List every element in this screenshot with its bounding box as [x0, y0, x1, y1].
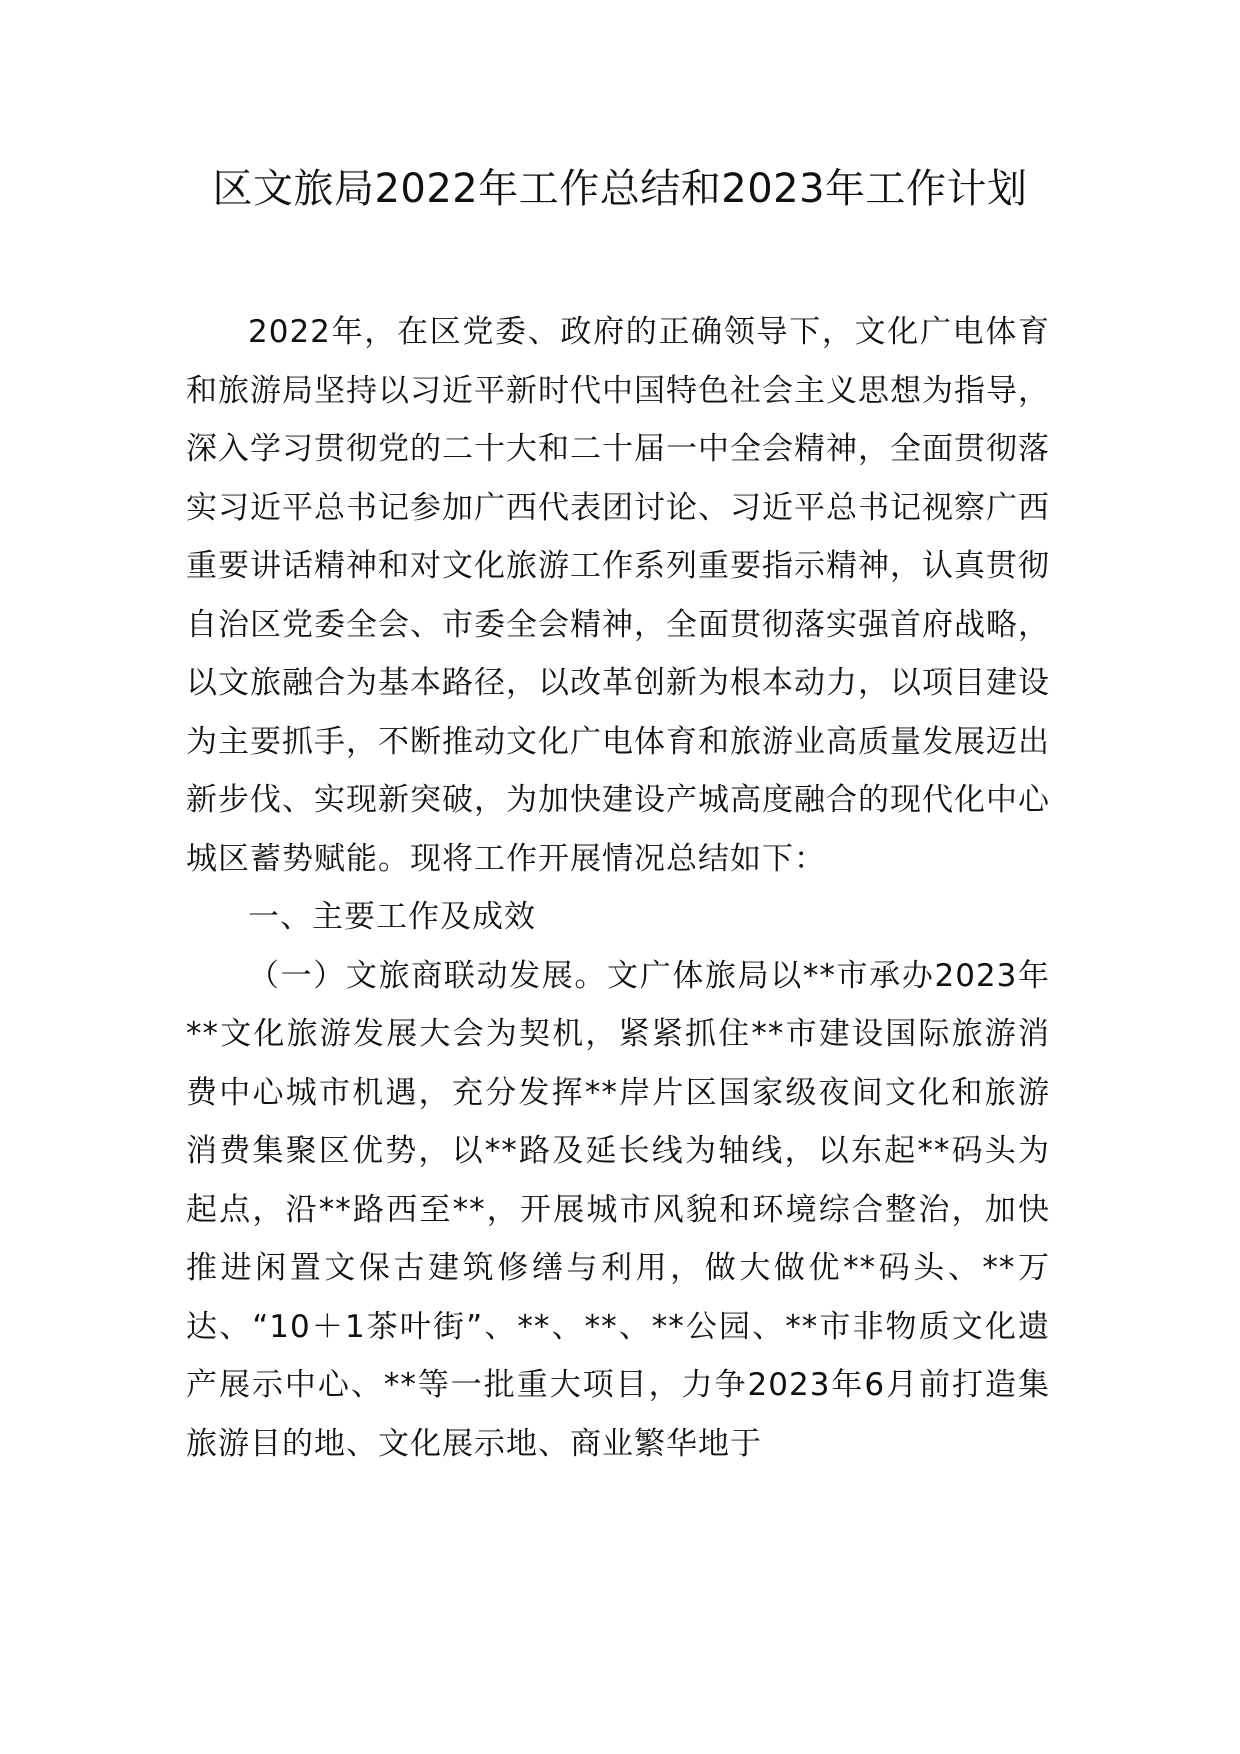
subsection-paragraph: （一）文旅商联动发展。文广体旅局以**市承办2023年**文化旅游发展大会为契机，紧紧抓住**市建设国际旅游消费中心城市机遇，充分发挥**岸片区国家级夜间文化和旅游消费集聚区优势，以**路及延长线为轴线，以东起**码头为起点，沿**路西至**，开展城市风貌和环境综合整治，加快推进闲置文保古建筑修缮与利用，做大做优**码头、**万达、“10＋1茶叶街”、**、**、**公园、**市非物质文化遗产展示中心、**等一批重大项目，力争2023年6月前打造集旅游目的地、文化展示地、商业繁华地于 — [186, 957, 1050, 1462]
document-title: 区文旅局2022年工作总结和2023年工作计划 — [212, 166, 1028, 212]
intro-paragraph: 2022年，在区党委、政府的正确领导下，文化广电体育和旅游局坚持以习近平新时代中国特色社会主义思想为指导，深入学习贯彻党的二十大和二十届一中全会精神，全面贯彻落实习近平总书记参加广西代表团讨论、习近平总书记视察广西重要讲话精神和对文化旅游工作系列重要指示精神，认真贯彻自治区党委全会、市委全会精神，全面贯彻落实强首府战略，以文旅融合为基本路径，以改革创新为根本动力，以项目建设为主要抓手，不断推动文化广电体育和旅游业高质量发展迈出新步伐、实现新突破，为加快建设产城高度融合的现代化中心城区蓄势赋能。现将工作开展情况总结如下： — [186, 314, 1050, 877]
document-body — [186, 303, 1050, 1473]
section-heading: 一、主要工作及成效 — [248, 899, 536, 935]
